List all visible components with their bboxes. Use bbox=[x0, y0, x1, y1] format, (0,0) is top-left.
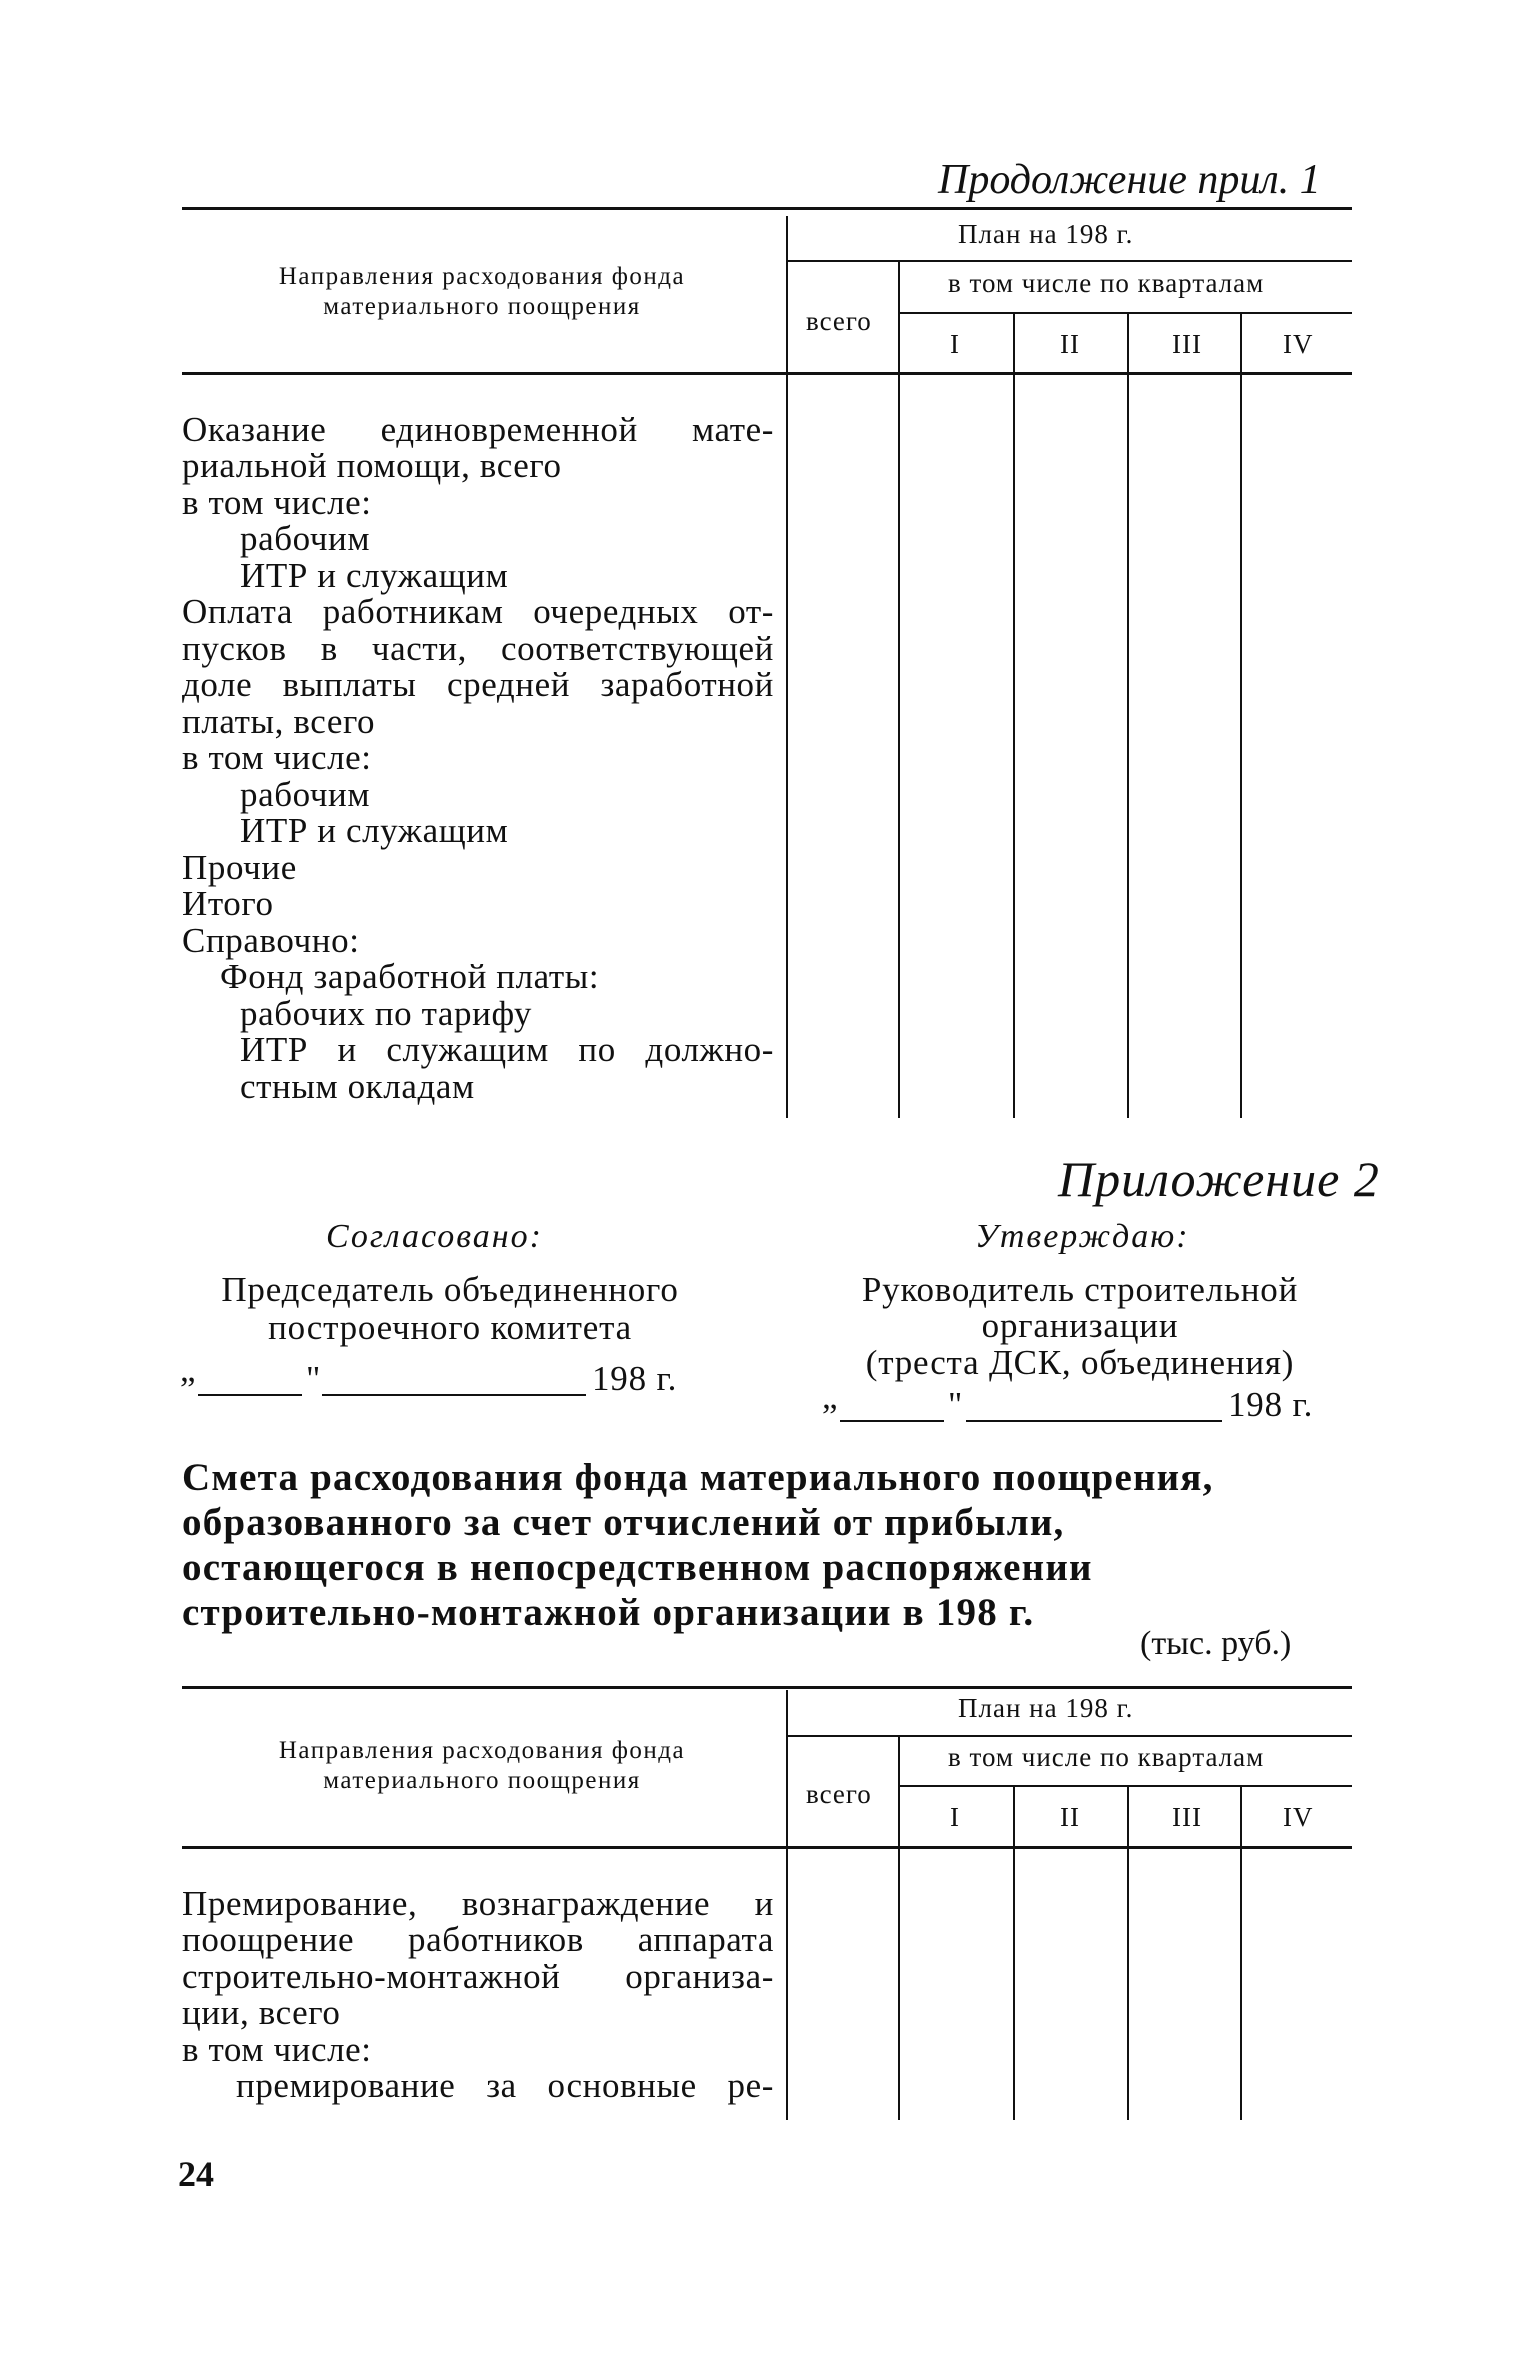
table1-row: рабочих по тарифу bbox=[240, 994, 532, 1033]
table1-col-divider-4 bbox=[1127, 314, 1129, 1118]
table2-quarter-2: II bbox=[1060, 1802, 1080, 1832]
table1-quarter-4: IV bbox=[1283, 329, 1314, 359]
table2-row: премирование за основные ре- bbox=[236, 2066, 774, 2105]
table2-header-direction-line1: Направления расходования фонда bbox=[278, 1737, 686, 1764]
agreed-month-blank bbox=[322, 1394, 586, 1396]
table1-header-direction-line1: Направления расходования фонда bbox=[278, 263, 686, 290]
table1-row: платы, всего bbox=[182, 702, 376, 741]
agreed-quote-close: " bbox=[306, 1359, 322, 1398]
table1-header-plan: План на 198 г. bbox=[958, 219, 1134, 249]
table2-row: в том числе: bbox=[182, 2030, 372, 2069]
agreed-signatory bbox=[170, 1271, 730, 1347]
estimate-title-line3: остающегося в непосредственном распоряжении bbox=[182, 1546, 1093, 1589]
agreed-signatory-line2: построечного комитета bbox=[268, 1308, 632, 1347]
table1-row: в том числе: bbox=[182, 738, 372, 777]
table1-header-direction bbox=[182, 262, 782, 322]
table1-top-rule bbox=[182, 207, 1352, 210]
table1-row: Фонд заработной платы: bbox=[220, 957, 600, 996]
estimate-title bbox=[182, 1455, 1214, 1635]
table2-row: поощрение работников аппарата bbox=[182, 1920, 774, 1959]
approved-day-blank bbox=[840, 1420, 944, 1422]
approved-month-blank bbox=[966, 1420, 1222, 1422]
table2-row: строительно-монтажной организа- bbox=[182, 1957, 774, 1996]
table2-quarter-3: III bbox=[1172, 1802, 1202, 1832]
approved-signatory-line1: Руководитель строительной bbox=[861, 1270, 1299, 1309]
table1-row: Прочие bbox=[182, 848, 297, 887]
table2-top-rule bbox=[182, 1686, 1352, 1689]
approved-quote-open: „ bbox=[822, 1377, 839, 1416]
table1-header-direction-line2: материального поощрения bbox=[323, 293, 641, 320]
table2-plan-rule bbox=[788, 1735, 1352, 1737]
approved-signatory-line3: (треста ДСК, объединения) bbox=[865, 1343, 1295, 1382]
estimate-title-line1: Смета расходования фонда материального поощрения, bbox=[182, 1456, 1214, 1499]
table1-quarter-3: III bbox=[1172, 329, 1202, 359]
table2-col-divider-2 bbox=[898, 1737, 900, 2120]
table2-col-divider-3 bbox=[1013, 1787, 1015, 2120]
table1-row: доле выплаты средней заработной bbox=[182, 665, 774, 704]
table2-header-quarters: в том числе по кварталам bbox=[948, 1742, 1265, 1772]
table1-row: Итого bbox=[182, 884, 274, 923]
agreed-heading: Согласовано: bbox=[326, 1218, 543, 1255]
table1-row: ИТР и служащим по должно- bbox=[240, 1030, 774, 1069]
table2-col-divider-5 bbox=[1240, 1787, 1242, 2120]
table1-row: Оказание единовременной мате- bbox=[182, 410, 774, 449]
table2-header-total: всего bbox=[806, 1779, 872, 1809]
table1-col-divider-3 bbox=[1013, 314, 1015, 1118]
table1-col-divider-2 bbox=[898, 262, 900, 1118]
table1-quarters-rule bbox=[900, 312, 1352, 314]
agreed-day-blank bbox=[198, 1394, 302, 1396]
table1-plan-rule bbox=[788, 260, 1352, 262]
table1-row: риальной помощи, всего bbox=[182, 446, 562, 485]
agreed-year: 198 г. bbox=[592, 1359, 678, 1398]
table1-quarter-2: II bbox=[1060, 329, 1080, 359]
table2-header-plan: План на 198 г. bbox=[958, 1693, 1134, 1723]
continuation-label: Продолжение прил. 1 bbox=[938, 157, 1321, 203]
table1-row: стным окладам bbox=[240, 1067, 475, 1106]
table2-col-divider-1 bbox=[786, 1690, 788, 2120]
agreed-quote-open: „ bbox=[180, 1350, 197, 1389]
approved-quote-close: " bbox=[948, 1385, 964, 1424]
estimate-title-line2: образованного за счет отчислений от прибыли, bbox=[182, 1501, 1065, 1544]
table1-row: в том числе: bbox=[182, 483, 372, 522]
approved-heading: Утверждаю: bbox=[975, 1218, 1190, 1255]
page-number: 24 bbox=[178, 2154, 214, 2194]
table1-col-divider-1 bbox=[786, 216, 788, 1118]
table2-header-direction-line2: материального поощрения bbox=[323, 1767, 641, 1794]
table2-quarters-rule bbox=[900, 1785, 1352, 1787]
units-label: (тыс. руб.) bbox=[1140, 1625, 1292, 1662]
table1-row: Оплата работникам очередных от- bbox=[182, 592, 774, 631]
table1-row: Справочно: bbox=[182, 921, 360, 960]
table1-header-bottom-rule bbox=[182, 372, 1352, 375]
table2-row: Премирование, вознаграждение и bbox=[182, 1884, 774, 1923]
table2-quarter-4: IV bbox=[1283, 1802, 1314, 1832]
table1-row: пусков в части, соответствующей bbox=[182, 629, 774, 668]
approved-signatory bbox=[840, 1271, 1320, 1383]
approved-signatory-line2: организации bbox=[981, 1306, 1179, 1345]
table2-row: ции, всего bbox=[182, 1993, 341, 2032]
table2-col-divider-4 bbox=[1127, 1787, 1129, 2120]
table1-row: ИТР и служащим bbox=[240, 556, 509, 595]
table2-header-direction bbox=[182, 1736, 782, 1796]
table1-quarter-1: I bbox=[950, 329, 960, 359]
table2-header-bottom-rule bbox=[182, 1846, 1352, 1849]
appendix2-label: Приложение 2 bbox=[1058, 1151, 1380, 1207]
table1-header-quarters: в том числе по кварталам bbox=[948, 268, 1265, 298]
approved-year: 198 г. bbox=[1228, 1385, 1314, 1424]
table1-row: рабочим bbox=[240, 519, 371, 558]
table1-col-divider-5 bbox=[1240, 314, 1242, 1118]
table1-row: рабочим bbox=[240, 775, 371, 814]
estimate-title-line4: строительно-монтажной организации в 198 г. bbox=[182, 1591, 1035, 1634]
table2-quarter-1: I bbox=[950, 1802, 960, 1832]
table1-row: ИТР и служащим bbox=[240, 811, 509, 850]
table1-header-total: всего bbox=[806, 306, 872, 336]
agreed-signatory-line1: Председатель объединенного bbox=[221, 1270, 679, 1309]
